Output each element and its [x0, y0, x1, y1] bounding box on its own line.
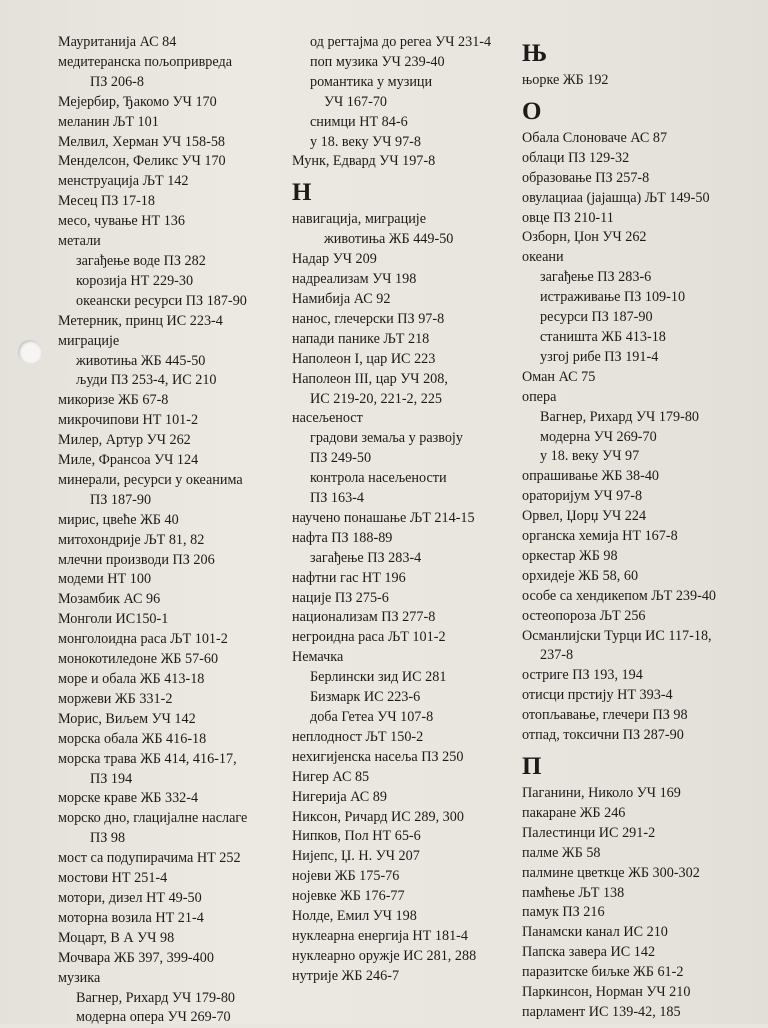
index-subentry: у 18. веку УЧ 97-8	[310, 133, 421, 150]
index-entry: Мејербир, Ђакомо УЧ 170	[58, 93, 217, 110]
index-entry: навигација, миграције	[292, 211, 427, 228]
index-subentry: Вагнер, Рихард УЧ 179-80	[76, 989, 236, 1006]
index-entry: памћење ЉТ 138	[522, 884, 625, 901]
index-entry: Мозамбик АС 96	[58, 591, 161, 608]
index-entry: Нијепс, Џ. Н. УЧ 207	[292, 848, 420, 865]
index-subentry: истраживање ПЗ 109-10	[540, 289, 686, 306]
index-entry: мирис, цвеће ЖБ 40	[58, 511, 179, 528]
index-subentry: поп музика УЧ 239-40	[310, 53, 445, 70]
index-entry: Орвел, Џорџ УЧ 224	[522, 508, 647, 525]
index-entry-continuation: животиња ЖБ 449-50	[324, 231, 454, 248]
index-entry: Никсон, Ричард ИС 289, 300	[292, 808, 464, 825]
index-entry: неплодност ЉТ 150-2	[292, 728, 424, 745]
index-entry: Мочвара ЖБ 397, 399-400	[58, 949, 214, 966]
index-entry: отпад, токсични ПЗ 287-90	[522, 727, 684, 744]
index-entry: орхидеје ЖБ 58, 60	[522, 567, 639, 584]
index-entry: Немачка	[292, 649, 344, 666]
index-entry: Морис, Виљем УЧ 142	[58, 710, 196, 727]
index-subentry: узгој рибе ПЗ 191-4	[540, 348, 659, 365]
index-subentry: од регтајма до регеа УЧ 231-4	[310, 34, 492, 50]
index-entry: остеопороза ЉТ 256	[522, 607, 646, 624]
index-entry: Наполеон III, цар УЧ 208,	[292, 370, 448, 387]
index-entry: нафтни гас НТ 196	[292, 569, 406, 586]
index-entry: парламент ИС 139-42, 185	[522, 1003, 681, 1020]
index-entry: Мунк, Едвард УЧ 197-8	[292, 153, 436, 170]
index-entry-continuation: ПЗ 98	[90, 830, 126, 847]
index-entry: органска хемија НТ 167-8	[522, 528, 678, 545]
index-entry-continuation: ПЗ 206-8	[90, 73, 144, 90]
index-entry: моторна возила НТ 21-4	[58, 909, 204, 926]
index-entry: Озборн, Џон УЧ 262	[522, 229, 647, 246]
index-subentry: станишта ЖБ 413-18	[540, 328, 666, 345]
index-entry: меланин ЉТ 101	[58, 113, 159, 130]
index-entry: Оман АС 75	[522, 368, 596, 385]
index-entry: Паркинсон, Норман УЧ 210	[522, 984, 691, 1001]
index-entry-continuation: ПЗ 249-50	[310, 450, 372, 467]
index-entry: Надар УЧ 209	[292, 251, 377, 268]
index-entry: микоризе ЖБ 67-8	[58, 392, 169, 409]
index-entry: нуклеарно оружје ИС 281, 288	[292, 947, 477, 964]
index-entry: монголоидна раса ЉТ 101-2	[58, 631, 228, 648]
index-entry: музика	[58, 969, 101, 986]
index-subentry: у 18. веку УЧ 97	[540, 448, 640, 465]
index-entry: нанос, глечерски ПЗ 97-8	[292, 310, 445, 327]
index-entry: надреализам УЧ 198	[292, 271, 417, 288]
index-entry: њорке ЖБ 192	[522, 72, 609, 88]
index-entry: Папска завера ИС 142	[522, 944, 656, 961]
index-entry: Милер, Артур УЧ 262	[58, 432, 191, 449]
index-entry: океани	[522, 249, 564, 266]
index-subentry: романтика у музици	[310, 73, 433, 90]
index-subentry: доба Гетеа УЧ 107-8	[310, 709, 434, 725]
index-entry: овце ПЗ 210-11	[522, 209, 614, 226]
index-entry: Намибија АС 92	[292, 290, 391, 307]
index-entry: овулациаа (јајашца) ЉТ 149-50	[522, 189, 710, 206]
index-entry: национализам ПЗ 277-8	[292, 609, 436, 626]
index-entry: Миле, Франсоа УЧ 124	[58, 452, 199, 469]
index-subentry: ресурси ПЗ 187-90	[540, 309, 653, 326]
index-entry: метали	[58, 233, 101, 250]
index-subentry: Вагнер, Рихард УЧ 179-80	[540, 408, 700, 425]
index-subentry: Бизмарк ИС 223-6	[310, 689, 421, 706]
binder-hole	[18, 340, 42, 364]
index-entry: Месец ПЗ 17-18	[58, 193, 155, 210]
index-entry: мотори, дизел НТ 49-50	[58, 889, 202, 906]
index-subentry: Берлински зид ИС 281	[310, 669, 447, 686]
index-entry: монокотиледоне ЖБ 57-60	[58, 651, 219, 668]
index-entry: Палестинци ИС 291-2	[522, 824, 656, 841]
index-entry: пакаране ЖБ 246	[522, 804, 626, 821]
section-letter-heading: Н	[292, 179, 312, 207]
index-subentry: модерна УЧ 269-70	[540, 428, 657, 445]
index-subentry: снимци НТ 84-6	[310, 113, 408, 130]
index-entry: Нипков, Пол НТ 65-6	[292, 828, 421, 845]
index-entry: научено понашање ЉТ 214-15	[292, 509, 475, 526]
section-letter-heading: Њ	[522, 40, 548, 67]
index-entry: палме ЖБ 58	[522, 844, 601, 861]
index-entry: минерали, ресурси у океанима	[58, 471, 243, 488]
index-subentry: загађење ПЗ 283-6	[540, 269, 652, 286]
index-entry: Панамски канал ИС 210	[522, 924, 668, 941]
index-entry: ораторијум УЧ 97-8	[522, 488, 643, 505]
index-column-1	[58, 33, 278, 1028]
index-entry: нехигијенска насеља ПЗ 250	[292, 748, 464, 765]
index-entry: нуклеарна енергија НТ 181-4	[292, 927, 468, 944]
index-subentry: контрола насељености	[310, 470, 447, 487]
index-entry-continuation: 237-8	[540, 647, 574, 664]
index-entry-continuation: ИС 219-20, 221-2, 225	[310, 390, 443, 407]
section-letter-heading: О	[522, 97, 542, 125]
index-entry: Нигер АС 85	[292, 768, 370, 785]
index-subentry: модерна опера УЧ 269-70	[76, 1009, 231, 1026]
index-entry: паразитске биљке ЖБ 61-2	[522, 964, 684, 981]
index-subentry: животиња ЖБ 445-50	[76, 352, 206, 369]
index-entry: нутрије ЖБ 246-7	[292, 967, 400, 984]
section-letter-heading: П	[522, 753, 542, 780]
index-entry: нације ПЗ 275-6	[292, 589, 389, 606]
index-entry: особе са хендикепом ЉТ 239-40	[522, 587, 717, 604]
index-entry-continuation: УЧ 167-70	[324, 93, 388, 110]
index-entry: палмине цветкце ЖБ 300-302	[522, 864, 700, 881]
index-entry: насељеност	[292, 410, 363, 427]
index-entry: морско дно, глацијалне наслаге	[58, 810, 248, 827]
index-entry: Османлијски Турци ИС 117-18,	[522, 627, 712, 644]
index-entry: Метерник, принц ИС 223-4	[58, 312, 223, 329]
index-entry: морска трава ЖБ 414, 416-17,	[58, 750, 237, 767]
index-entry: Мауританија АС 84	[58, 34, 177, 50]
index-entry: менструација ЉТ 142	[58, 173, 189, 190]
index-entry: нојеви ЖБ 175-76	[292, 868, 400, 885]
index-entry: моржеви ЖБ 331-2	[58, 690, 173, 707]
index-column-3	[522, 33, 752, 1023]
index-subentry: корозија НТ 229-30	[76, 272, 194, 289]
index-entry: опрашивање ЖБ 38-40	[522, 468, 660, 485]
index-entry: Мелвил, Херман УЧ 158-58	[58, 133, 226, 150]
index-entry: нојевке ЖБ 176-77	[292, 888, 405, 905]
index-entry: море и обала ЖБ 413-18	[58, 671, 205, 687]
index-entry: медитеранска пољопривреда	[58, 53, 232, 70]
index-column-2	[292, 33, 512, 987]
index-entry: Нолде, Емил УЧ 198	[292, 908, 417, 925]
index-entry: напади панике ЉТ 218	[292, 330, 430, 347]
index-entry: отисци прстију НТ 393-4	[522, 687, 673, 704]
index-entry-continuation: ПЗ 187-90	[90, 491, 152, 508]
index-entry: морске краве ЖБ 332-4	[58, 790, 199, 807]
index-entry: образовање ПЗ 257-8	[522, 169, 650, 186]
index-entry: Обала Слоноваче АС 87	[522, 129, 668, 146]
index-entry: опера	[522, 388, 557, 405]
index-subentry: градови земаља у развоју	[310, 430, 463, 447]
index-entry-continuation: ПЗ 194	[90, 770, 133, 787]
index-entry: Монголи ИС150-1	[58, 611, 169, 628]
index-entry: Менделсон, Феликс УЧ 170	[58, 153, 226, 170]
index-entry: остриге ПЗ 193, 194	[522, 667, 643, 684]
index-entry: мостови НТ 251-4	[58, 870, 168, 887]
index-entry: морска обала ЖБ 416-18	[58, 730, 207, 747]
index-subentry: загађење воде ПЗ 282	[76, 252, 206, 269]
index-subentry: људи ПЗ 253-4, ИС 210	[76, 372, 217, 389]
index-entry: месо, чување НТ 136	[58, 213, 185, 230]
index-entry: нафта ПЗ 188-89	[292, 529, 393, 546]
index-entry: оркестар ЖБ 98	[522, 547, 618, 564]
index-entry: памук ПЗ 216	[522, 904, 605, 921]
index-entry: Моцарт, В А УЧ 98	[58, 929, 175, 946]
index-entry: негроидна раса ЉТ 101-2	[292, 629, 446, 646]
index-subentry: загађење ПЗ 283-4	[310, 549, 422, 566]
index-entry: млечни производи ПЗ 206	[58, 551, 215, 568]
index-entry-continuation: ПЗ 163-4	[310, 490, 364, 507]
index-entry: мост са подупирачима НТ 252	[58, 850, 241, 867]
index-entry: митохондрије ЉТ 81, 82	[58, 531, 205, 548]
index-entry: отопљавање, глечери ПЗ 98	[522, 707, 688, 724]
index-entry: Нигерија АС 89	[292, 788, 387, 805]
index-subentry: океански ресурси ПЗ 187-90	[76, 292, 247, 309]
index-entry: микрочипови НТ 101-2	[58, 412, 199, 429]
index-entry: Наполеон I, цар ИС 223	[292, 350, 436, 367]
index-entry: облаци ПЗ 129-32	[522, 149, 630, 166]
index-entry: модеми НТ 100	[58, 571, 152, 588]
index-entry: Паганини, Николо УЧ 169	[522, 785, 681, 801]
index-entry: миграције	[58, 332, 120, 349]
